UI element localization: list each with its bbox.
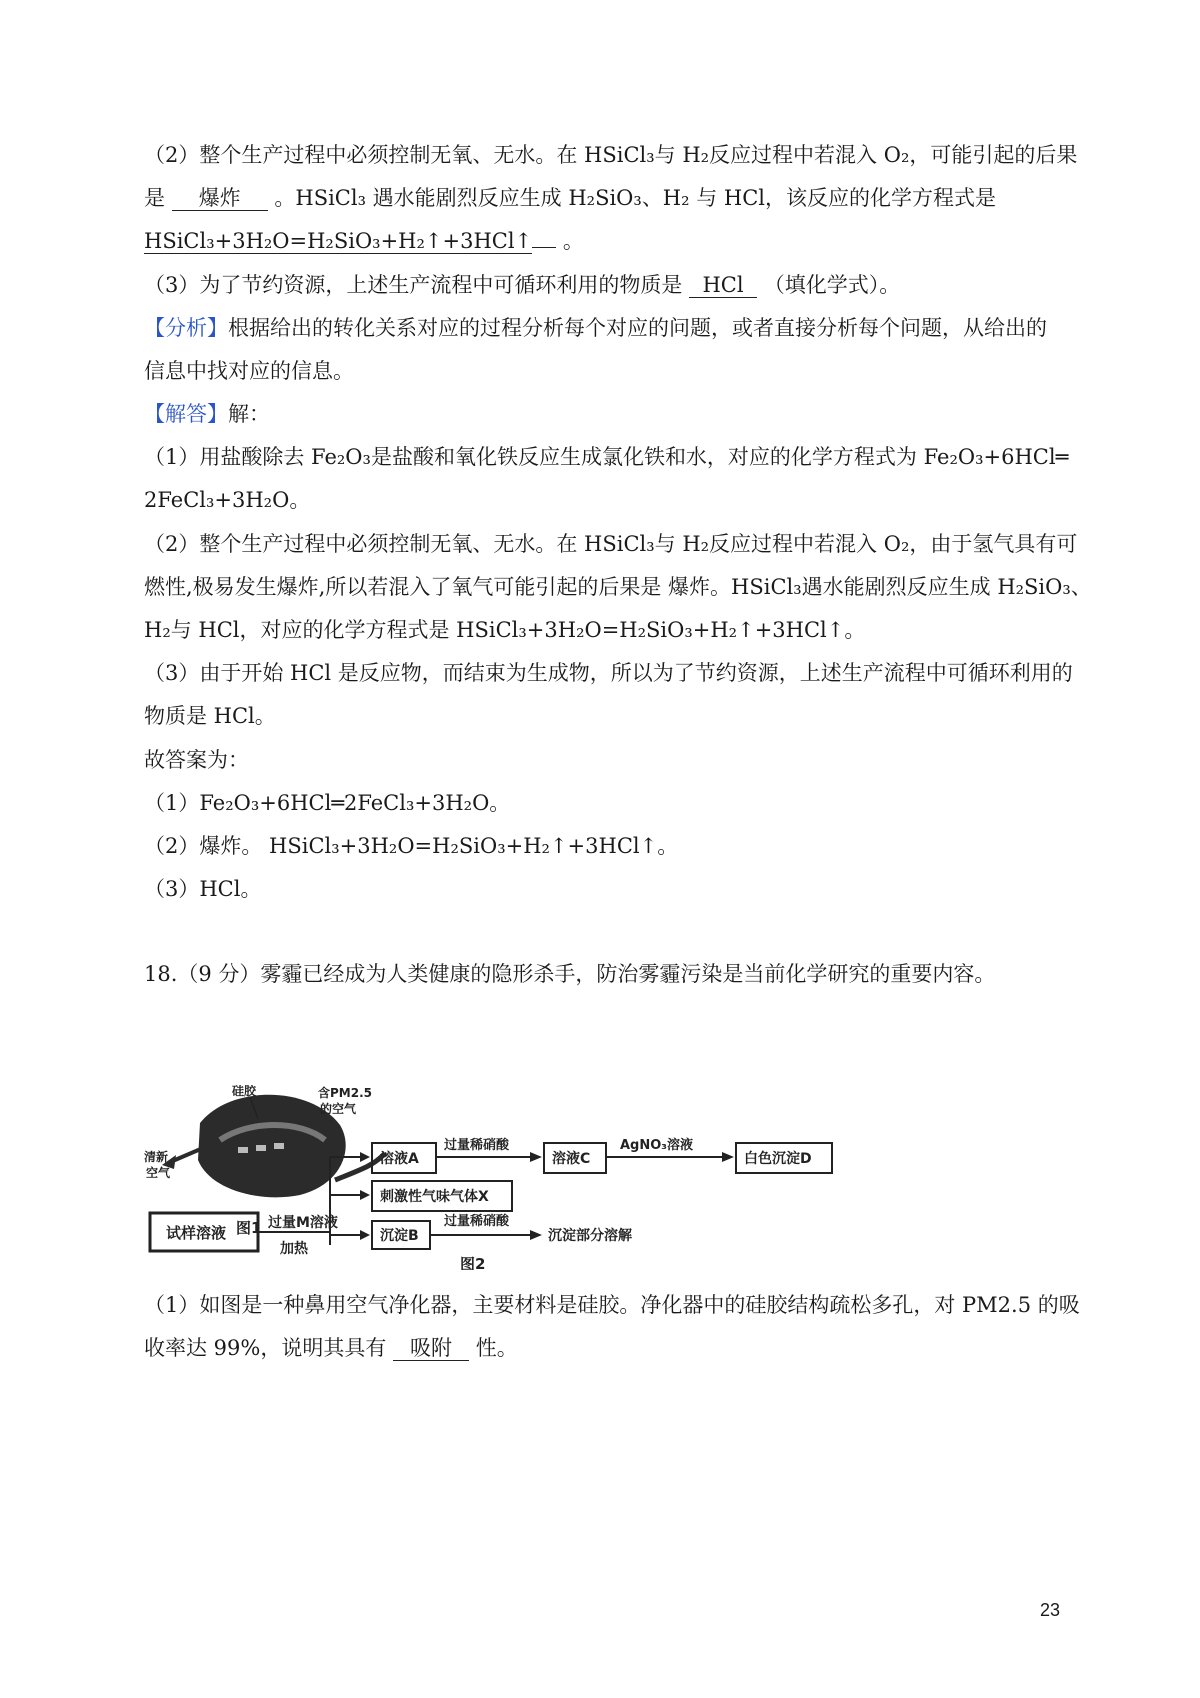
analysis-tag: 【分析】	[144, 316, 228, 340]
solution-s2-line2: 燃性,极易发生爆炸,所以若混入了氧气可能引起的后果是 爆炸。HSiCl₃遇水能剧烈反应生成 H₂SiO₃、	[144, 575, 1092, 599]
q17-p2-line2-pre: 是	[144, 186, 165, 210]
solution-s2-line1: （2）整个生产过程中必须控制无氧、无水。在 HSiCl₃与 H₂反应过程中若混入 O₂，由于氢气具有可	[144, 532, 1078, 556]
fig1-label-silica: 硅胶	[232, 1085, 257, 1098]
answer-blank-adsorption: 吸附	[393, 1336, 469, 1361]
solution-s3-line2: 物质是 HCl。	[144, 704, 276, 728]
fig1-label-fresh: 清新	[144, 1150, 169, 1164]
analysis-text1: 根据给出的转化关系对应的过程分析每个对应的问题，或者直接分析每个问题，从给出的	[228, 316, 1047, 340]
q17-p2-line2	[144, 183, 1064, 213]
q18-stem: 18.（9 分）雾霾已经成为人类健康的隐形杀手，防治雾霾污染是当前化学研究的重要内容。	[144, 962, 996, 986]
flow-partial-dissolve: 沉淀部分溶解	[548, 1228, 632, 1244]
figure1-caption: 图1	[236, 1219, 262, 1237]
q18-p1-line2-post: 性。	[475, 1336, 518, 1360]
answer-3: （3）HCl。	[144, 877, 262, 901]
solution-s2-line3: H₂与 HCl，对应的化学方程式是 HSiCl₃+3H₂O=H₂SiO₃+H₂↑+3HCl↑。	[144, 618, 866, 642]
analysis-line1	[144, 313, 1064, 343]
flow-heat: 加热	[280, 1241, 308, 1257]
q17-p2-line3-post: 。	[562, 229, 584, 253]
solution-header	[144, 399, 1064, 429]
q18-p1-line1: （1）如图是一种鼻用空气净化器，主要材料是硅胶。净化器中的硅胶结构疏松多孔，对 PM2.5 的吸	[144, 1293, 1080, 1317]
solution-s3-line1: （3）由于开始 HCl 是反应物，而结束为生成物，所以为了节约资源，上述生产流程中可循环利用的	[144, 661, 1073, 685]
flow-solution-c: 溶液C	[552, 1151, 591, 1167]
answer-blank-explosion: 爆炸	[172, 186, 268, 211]
q18-p1-line2-pre: 收率达 99%，说明其具有	[144, 1336, 387, 1360]
page-number: 23	[1040, 1600, 1061, 1620]
q17-p2-line3	[144, 226, 1064, 256]
solution-tag-post: 解：	[228, 402, 270, 426]
figure2-caption: 图2	[460, 1255, 486, 1270]
q17-p3-line	[144, 270, 1064, 300]
flow-precipitate-b: 沉淀B	[380, 1228, 419, 1244]
solution-tag: 【解答】	[144, 402, 228, 426]
answer-equation: HSiCl₃+3H₂O=H₂SiO₃+H₂↑+3HCl↑	[144, 229, 533, 253]
flow-excess-hno3-2: 过量稀硝酸	[444, 1214, 510, 1229]
answer-1: （1）Fe₂O₃+6HCl═2FeCl₃+3H₂O。	[144, 791, 511, 815]
q17-p2-line1: （2）整个生产过程中必须控制无氧、无水。在 HSiCl₃与 H₂反应过程中若混入 O₂，可能引起的后果	[144, 143, 1078, 167]
flow-gas-x: 刺激性气味气体X	[380, 1189, 489, 1205]
answers-intro: 故答案为：	[144, 748, 249, 772]
answer-blank-hcl: HCl	[689, 273, 757, 298]
fig1-label-fresh-air: 空气	[146, 1166, 171, 1180]
flow-sample-solution: 试样溶液	[166, 1224, 227, 1242]
q17-p3-pre: （3）为了节约资源，上述生产流程中可循环利用的物质是	[144, 273, 683, 297]
solution-s1-line2: 2FeCl₃+3H₂O。	[144, 488, 311, 512]
fig1-label-pm25: 含PM2.5	[318, 1086, 372, 1100]
q17-p3-post: （填化学式）。	[763, 273, 901, 297]
q17-p2-line2-post: 。HSiCl₃ 遇水能剧烈反应生成 H₂SiO₃、H₂ 与 HCl，该反应的化学方程式是	[274, 186, 996, 210]
analysis-line2: 信息中找对应的信息。	[144, 359, 354, 383]
flow-solution-a: 溶液A	[380, 1151, 419, 1167]
solution-s1-line1: （1）用盐酸除去 Fe₂O₃是盐酸和氧化铁反应生成氯化铁和水，对应的化学方程式为 Fe₂O₃+6HCl═	[144, 445, 1069, 469]
answer-2: （2）爆炸。 HSiCl₃+3H₂O=H₂SiO₃+H₂↑+3HCl↑。	[144, 834, 679, 858]
flow-white-precipitate-d: 白色沉淀D	[744, 1151, 812, 1167]
flow-excess-hno3-1: 过量稀硝酸	[444, 1138, 510, 1153]
flow-agno3: AgNO₃溶液	[620, 1138, 693, 1153]
flow-excess-m: 过量M溶液	[268, 1215, 338, 1231]
fig1-label-air: 的空气	[320, 1102, 357, 1116]
q18-p1-line2	[144, 1333, 1064, 1363]
q18-figures	[140, 1085, 860, 1270]
